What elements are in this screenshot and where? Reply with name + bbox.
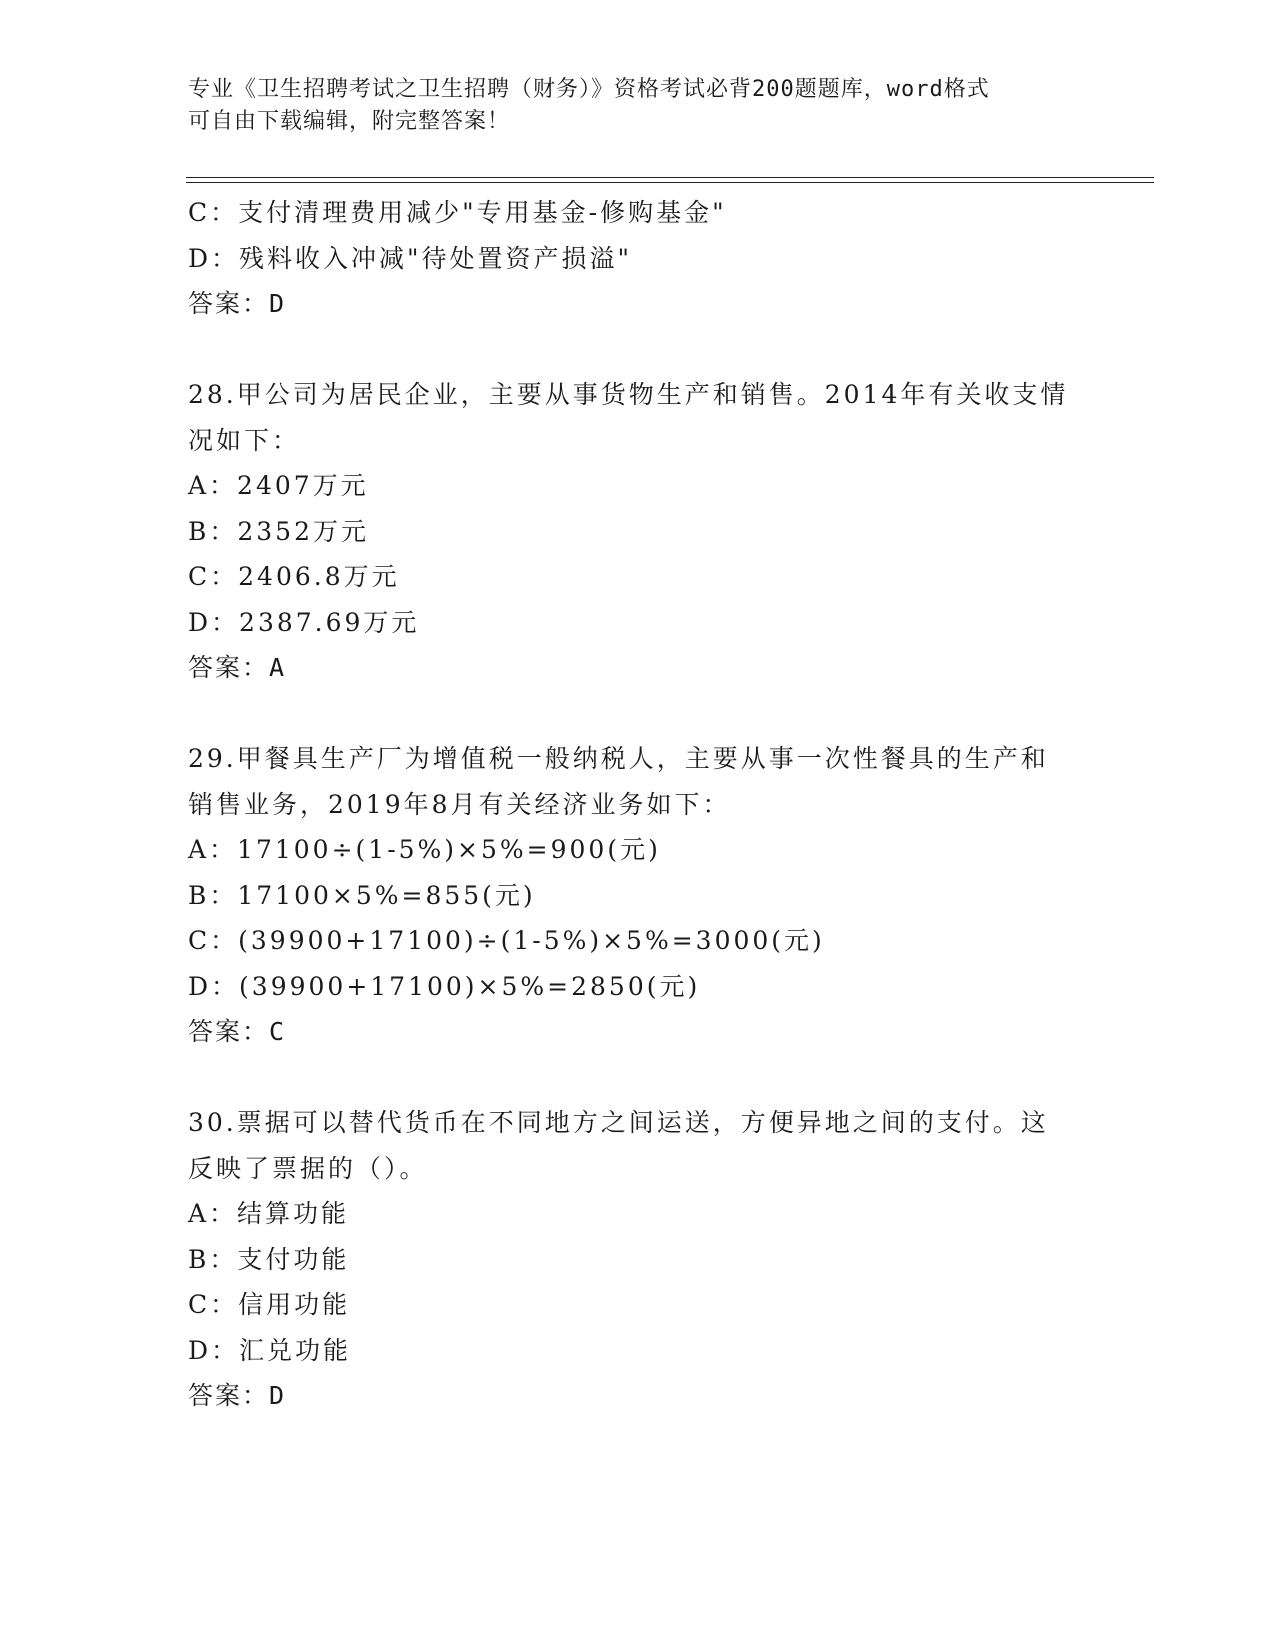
answer-line: 答案：D (188, 289, 287, 318)
document-header (188, 74, 1068, 138)
question-27-tail (188, 190, 1088, 327)
option-c: C：2406.8万元 (188, 562, 400, 591)
option-d: D：2387.69万元 (188, 607, 420, 637)
answer-line: 答案：C (188, 1017, 287, 1046)
option-d: D：(39900+17100)×5%=2850(元) (188, 971, 701, 1001)
question-30 (188, 1100, 1088, 1419)
question-stem: 30.票据可以替代货币在不同地方之间运送，方便异地之间的支付。这 (188, 1108, 1049, 1137)
option-d: D：残料收入冲减"待处置资产损溢" (188, 243, 633, 273)
answer-line: 答案：D (188, 1381, 287, 1410)
question-stem: 销售业务，2019年8月有关经济业务如下： (188, 789, 731, 819)
option-a: A：2407万元 (188, 471, 369, 500)
option-b: B：2352万元 (188, 516, 369, 546)
spacer (188, 1055, 1088, 1101)
question-stem: 28.甲公司为居民企业，主要从事货物生产和销售。2014年有关收支情 (188, 380, 1069, 409)
header-divider-top (186, 177, 1154, 178)
option-c: C：信用功能 (188, 1290, 351, 1319)
question-stem: 反映了票据的（）。 (188, 1153, 428, 1183)
question-stem: 况如下： (188, 425, 301, 455)
header-divider-bottom (186, 182, 1154, 183)
question-29 (188, 736, 1088, 1055)
option-d: D：汇兑功能 (188, 1335, 352, 1365)
header-line-1: 专业《卫生招聘考试之卫生招聘（财务）》资格考试必背200题题库，word格式 (188, 77, 990, 102)
option-c: C：支付清理费用减少"专用基金-修购基金" (188, 198, 727, 227)
option-a: A：结算功能 (188, 1199, 350, 1228)
header-line-2: 可自由下载编辑，附完整答案！ (188, 109, 511, 134)
option-b: B：支付功能 (188, 1244, 350, 1274)
option-c: C：(39900+17100)÷(1-5%)×5%=3000(元) (188, 926, 825, 955)
question-stem: 29.甲餐具生产厂为增值税一般纳税人，主要从事一次性餐具的生产和 (188, 744, 1049, 773)
question-list (188, 190, 1088, 1419)
spacer (188, 691, 1088, 737)
option-b: B：17100×5%=855(元) (188, 880, 536, 910)
option-a: A：17100÷(1-5%)×5%=900(元) (188, 835, 661, 864)
spacer (188, 327, 1088, 373)
answer-line: 答案：A (188, 653, 287, 682)
question-28 (188, 372, 1088, 691)
